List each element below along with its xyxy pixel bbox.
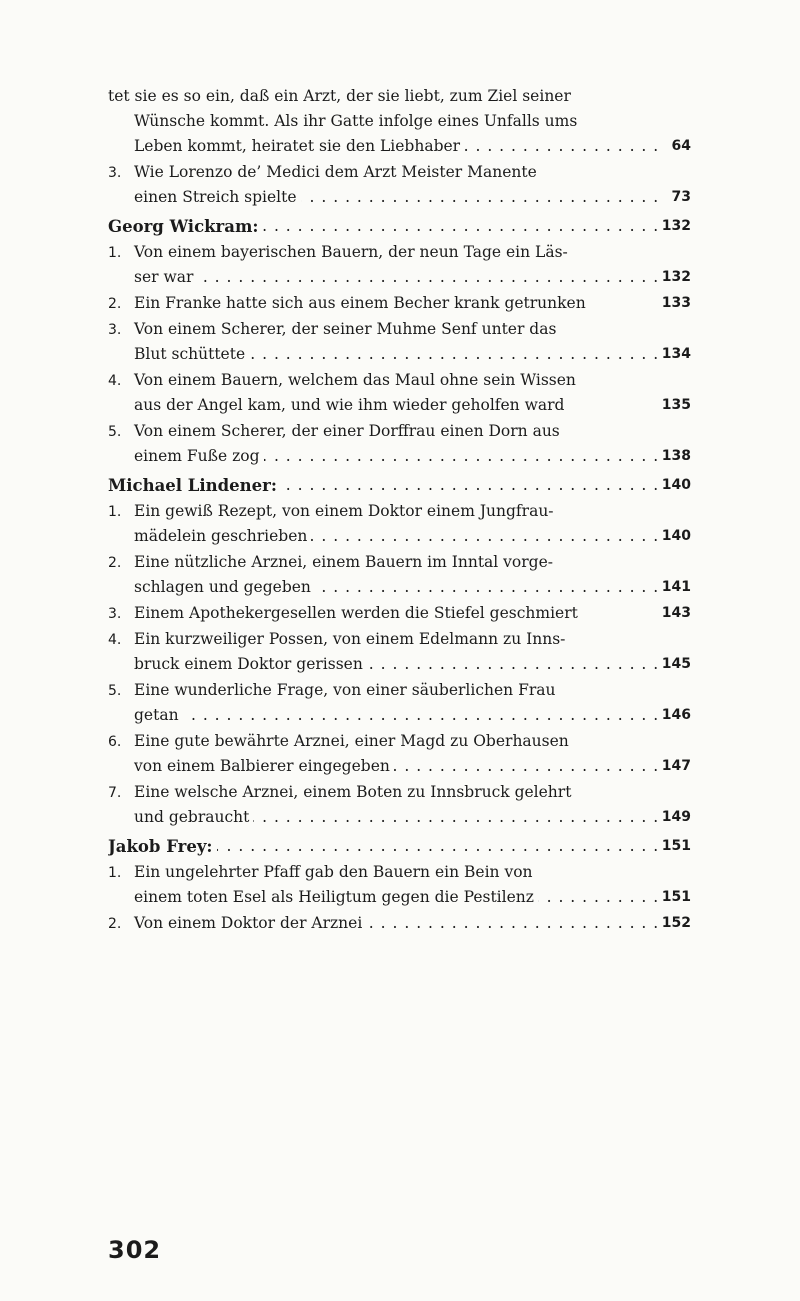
toc-entry-title: mädelein geschrieben (134, 527, 308, 545)
toc-page-number: 141 (658, 575, 691, 600)
toc-entry-title: Ein ungelehrter Pfaff gab den Bauern ein Bein von (134, 863, 533, 881)
toc-line-text (108, 371, 580, 389)
page-number: 302 (108, 1236, 162, 1264)
toc-entry-title: Eine nützliche Arznei, einem Bauern im Inntal vorge- (134, 553, 553, 571)
toc-author-line (108, 214, 691, 239)
toc-line (108, 265, 691, 290)
toc-line-text (108, 137, 464, 155)
toc-line-text (108, 808, 253, 826)
toc-line-text (108, 757, 394, 775)
toc-line-text (108, 655, 367, 673)
toc-page-number: 132 (658, 214, 691, 239)
toc-entry-title: Eine welsche Arznei, einem Boten zu Innsbruck gelehrt (134, 783, 572, 801)
toc-line (108, 550, 691, 575)
toc-page-number: 64 (668, 134, 691, 159)
toc-entry-title: einen Streich spielte (134, 188, 297, 206)
toc-line-text (108, 706, 183, 724)
toc-line (108, 703, 691, 728)
toc-page-number: 133 (658, 291, 691, 316)
toc-entry-number: 6. (108, 734, 122, 750)
toc-line (108, 109, 691, 134)
toc-entry-title: Von einem Doktor der Arznei (134, 914, 363, 932)
toc-entry-number: 4. (108, 373, 122, 389)
toc-entry-title: Einem Apothekergesellen werden die Stiefel geschmiert (134, 604, 578, 622)
toc-entry-title: einem Fuße zog (134, 447, 260, 465)
toc-entry-title: von einem Balbierer eingegeben (134, 757, 390, 775)
table-of-contents (108, 84, 691, 936)
toc-entry-title: Ein Franke hatte sich aus einem Becher krank getrunken (134, 294, 586, 312)
toc-entry-number: 2. (108, 296, 122, 312)
toc-entry-number: 2. (108, 555, 122, 571)
toc-page-number: 152 (658, 911, 691, 936)
toc-line-text (108, 553, 557, 571)
toc-line (108, 805, 691, 830)
toc-entry-title: bruck einem Doktor gerissen (134, 655, 363, 673)
toc-entry-title: tet sie es so ein, daß ein Arzt, der sie liebt, zum Ziel seiner (108, 87, 571, 105)
toc-line-text (108, 345, 249, 363)
toc-line-text (108, 578, 315, 596)
toc-page-number: 146 (658, 703, 691, 728)
toc-line-text (108, 447, 264, 465)
toc-entry-title: Ein kurzweiliger Possen, von einem Edelmann zu Inns- (134, 630, 566, 648)
toc-page-number: 138 (658, 444, 691, 469)
toc-line (108, 678, 691, 703)
toc-entry-title: Leben kommt, heiratet sie den Liebhaber (134, 137, 461, 155)
toc-line (108, 524, 691, 549)
toc-entry-number: 3. (108, 322, 122, 338)
toc-line (108, 84, 691, 109)
toc-entry-number: 1. (108, 865, 122, 881)
toc-line-text (108, 476, 281, 495)
toc-entry-title: Blut schüttete (134, 345, 246, 363)
toc-line (108, 134, 691, 159)
toc-author-line (108, 834, 691, 859)
toc-entry-title: Ein gewiß Rezept, von einem Doktor einem Jungfrau- (134, 502, 554, 520)
toc-line-text (108, 87, 575, 105)
toc-line (108, 160, 691, 185)
toc-line (108, 860, 691, 885)
toc-page-number: 134 (658, 342, 691, 367)
toc-line-text (108, 681, 559, 699)
toc-line-text (108, 188, 301, 206)
toc-line (108, 240, 691, 265)
toc-entry-title: ser war (134, 268, 194, 286)
toc-entry-title: Georg Wickram: (108, 217, 259, 236)
toc-entry-number: 3. (108, 165, 122, 181)
toc-entry-title: Von einem Scherer, der seiner Muhme Senf unter das (134, 320, 557, 338)
toc-line-text (108, 914, 366, 932)
toc-entry-title: Von einem Scherer, der einer Dorffrau einen Dorn aus (134, 422, 560, 440)
toc-line-text (108, 294, 590, 312)
toc-line (108, 185, 691, 210)
toc-entry-number: 4. (108, 632, 122, 648)
toc-line-text (108, 604, 582, 622)
toc-line-text (108, 163, 541, 181)
toc-page-number: 140 (658, 524, 691, 549)
toc-page-number: 147 (658, 754, 691, 779)
toc-line (108, 419, 691, 444)
toc-line (108, 317, 691, 342)
toc-page-number: 135 (658, 393, 691, 418)
toc-entry-number: 1. (108, 504, 122, 520)
toc-line (108, 601, 691, 626)
toc-page-number: 149 (658, 805, 691, 830)
toc-entry-title: getan (134, 706, 179, 724)
toc-entry-title: Jakob Frey: (108, 837, 213, 856)
toc-entry-title: Wünsche kommt. Als ihr Gatte infolge eines Unfalls ums (134, 112, 578, 130)
toc-line (108, 627, 691, 652)
toc-entry-title: Wie Lorenzo de’ Medici dem Arzt Meister Manente (134, 163, 537, 181)
toc-entry-number: 5. (108, 424, 122, 440)
toc-page-number: 151 (658, 834, 691, 859)
toc-entry-title: Von einem Bauern, welchem das Maul ohne sein Wissen (134, 371, 576, 389)
toc-page-number: 132 (658, 265, 691, 290)
toc-line (108, 342, 691, 367)
toc-line-text (108, 837, 217, 856)
toc-line-text (108, 320, 560, 338)
toc-entry-number: 1. (108, 245, 122, 261)
toc-line-text (108, 217, 263, 236)
toc-line-text (108, 422, 564, 440)
toc-line-text (108, 112, 581, 130)
toc-entry-title: und gebraucht (134, 808, 250, 826)
toc-entry-number: 2. (108, 916, 122, 932)
toc-page-number: 145 (658, 652, 691, 677)
toc-entry-number: 7. (108, 785, 122, 801)
toc-line-text (108, 243, 572, 261)
toc-line (108, 754, 691, 779)
toc-entry-title: einem toten Esel als Heiligtum gegen die Pestilenz (134, 888, 534, 906)
toc-line (108, 729, 691, 754)
toc-line (108, 575, 691, 600)
toc-line-text (108, 863, 537, 881)
toc-line (108, 393, 691, 418)
toc-page-number: 151 (658, 885, 691, 910)
toc-page-number: 143 (658, 601, 691, 626)
toc-line-text (108, 502, 558, 520)
toc-line (108, 885, 691, 910)
toc-line-text (108, 783, 575, 801)
toc-line (108, 911, 691, 936)
toc-line (108, 368, 691, 393)
toc-line-text (108, 732, 573, 750)
toc-entry-title: aus der Angel kam, und wie ihm wieder geholfen ward (134, 396, 565, 414)
toc-line (108, 444, 691, 469)
toc-line (108, 499, 691, 524)
toc-entry-title: Eine gute bewährte Arznei, einer Magd zu Oberhausen (134, 732, 569, 750)
toc-line-text (108, 268, 197, 286)
toc-line-text (108, 888, 538, 906)
toc-entry-title: Eine wunderliche Frage, von einer säuberlichen Frau (134, 681, 556, 699)
toc-line-text (108, 527, 311, 545)
toc-entry-number: 5. (108, 683, 122, 699)
toc-entry-title: Von einem bayerischen Bauern, der neun Tage ein Läs- (134, 243, 568, 261)
toc-author-line (108, 473, 691, 498)
toc-entry-title: schlagen und gegeben (134, 578, 311, 596)
toc-line-text (108, 396, 568, 414)
toc-entry-title: Michael Lindener: (108, 476, 277, 495)
toc-line (108, 780, 691, 805)
toc-entry-number: 3. (108, 606, 122, 622)
toc-line (108, 652, 691, 677)
toc-page-number: 73 (668, 185, 691, 210)
toc-line (108, 291, 691, 316)
toc-page-number: 140 (658, 473, 691, 498)
toc-line-text (108, 630, 569, 648)
